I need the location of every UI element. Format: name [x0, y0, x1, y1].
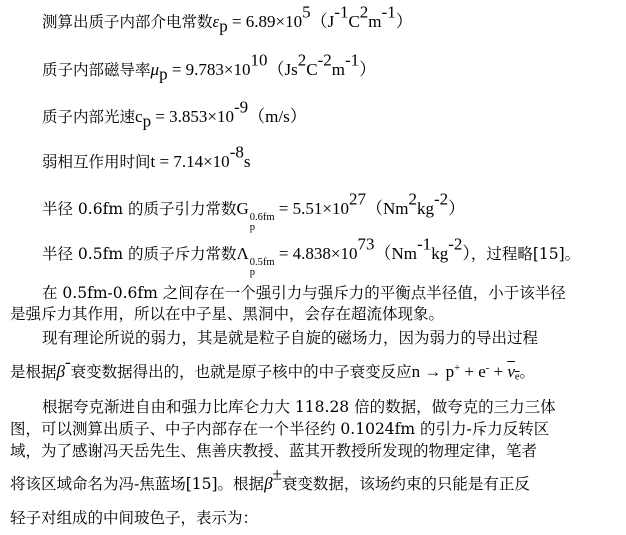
para3-line4: 将该区域命名为冯-焦蓝场[15]。根据β±衰变数据，该场约束的只能是有正反 — [10, 464, 530, 493]
gravity-constant-line: 半径 0.6fm 的质子引力常数G 0.6fm p = $5.51\times 10^{27}(Nm^2kg^{-2})$ — [42, 189, 466, 233]
para3-line5: 轻子对组成的中间玻色子，表示为： — [10, 509, 259, 527]
permeability-line: 质子内部磁导率$\mu_p = 9.783\times 10^{10}(Js^2C^{-2}m^{-1})$ — [42, 50, 377, 84]
para3-line1: 根据夸克渐进自由和强力比库仑力大 118.28 倍的数据，做夸克的三力三体 — [42, 398, 556, 416]
light-speed-line: 质子内部光速$c_p = 3.853\times 10^{-9}(m/s)$ — [42, 97, 307, 131]
neutron-decay-reaction: $n \to p^+ + e^- + \nu_e$ — [411, 362, 520, 383]
antineutrino-symbol: $\nu_e$ — [507, 362, 520, 383]
para1-line2: 是强斥力其作用，所以在中子星、黑洞中，会存在超流体现象。 — [10, 305, 445, 323]
weak-interaction-time-line: 弱相互作用时间$t = 7.14\times 10^{-8}s$ — [42, 142, 251, 171]
para3-line3: 域，为了感谢冯天岳先生、焦善庆教授、蓝其开教授所发现的物理定律，笔者 — [10, 442, 538, 460]
para3-line2: 图，可以测算出质子、中子内部存在一个半径约 0.1024fm 的引力-斥力反转区 — [10, 420, 550, 438]
para1-line1: 在 0.5fm-0.6fm 之间存在一个强引力与强斥力的平衡点半径值，小于该半径 — [42, 284, 566, 302]
para2-line1: 现有理论所说的弱力，其是就是粒子自旋的磁场力，因为弱力的导出过程 — [42, 329, 539, 347]
permittivity-line: 测算出质子内部介电常数$\varepsilon_p = 6.89\times 10^5(J^{-1}C^2m^{-1})$ — [42, 2, 413, 36]
repulsion-constant-line: 半径 0.5fm 的质子斥力常数Λ 0.5fm p = $4.838\times 10^{73}(Nm^{-1}kg^{-2})$，过程略[15]。 — [42, 234, 581, 278]
para2-line2: 是根据β-衰变数据得出的，也就是原子核中的中子衰变反应$n \to p^+ + e^- + \nu_e$。 — [10, 352, 536, 383]
